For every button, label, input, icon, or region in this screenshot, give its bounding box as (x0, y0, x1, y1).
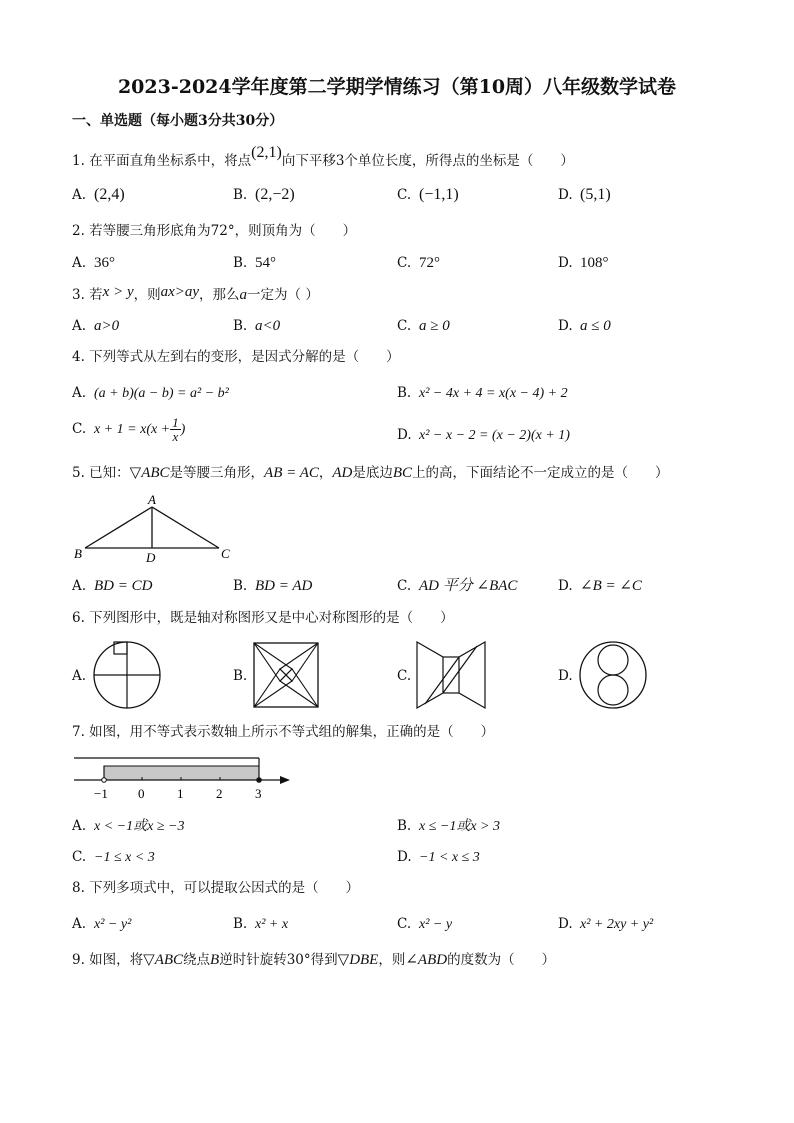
q7-tick-1: 1 (177, 786, 184, 801)
q5-option-d[interactable]: D. ∠B = ∠C (558, 578, 642, 594)
q8-option-d[interactable]: D. x² + 2xy + y² (558, 916, 654, 932)
q6-option-d-figure[interactable] (578, 640, 648, 710)
q5-option-b[interactable]: B. BD = AD (233, 578, 313, 594)
q5-label-c: C (221, 546, 230, 561)
q1-text-pre: 1. 在平面直角坐标系中，将点 (72, 153, 252, 169)
q5-option-a[interactable]: A. BD = CD (72, 578, 153, 594)
q7-number-line (72, 752, 297, 804)
q6-option-d-label[interactable]: D. (558, 668, 573, 684)
q7-tick-2: 2 (216, 786, 223, 801)
question-3: 3. 若x > y，则ax>ay，那么a一定为（ ） (72, 284, 319, 303)
q7-option-b[interactable]: B. x ≤ −1或x > 3 (397, 818, 501, 834)
q3-option-b[interactable]: B. a<0 (233, 318, 281, 334)
q3-option-c[interactable]: C. a ≥ 0 (397, 318, 450, 334)
q6-option-a-label[interactable]: A. (72, 668, 87, 684)
q6-option-b-figure[interactable] (252, 641, 320, 709)
question-2: 2. 若等腰三角形底角为72°，则顶角为（ ） (72, 223, 357, 239)
q1-text-post: 向下平移3个单位长度，所得点的坐标是（ ） (281, 153, 574, 169)
q4-option-c[interactable]: C. x + 1 = x(x + $\frac{1}{x}$ ) (72, 415, 186, 444)
q4-option-a[interactable]: A. (a + b)(a − b) = a² − b² (72, 385, 229, 401)
q8-option-a[interactable]: A. x² − y² (72, 916, 132, 932)
q8-option-b[interactable]: B. x² + x (233, 916, 289, 932)
q4-option-b[interactable]: B. x² − 4x + 4 = x(x − 4) + 2 (397, 385, 568, 401)
q7-option-d[interactable]: D. −1 < x ≤ 3 (397, 849, 480, 865)
q3-option-a[interactable]: A. a>0 (72, 318, 120, 334)
question-8: 8. 下列多项式中，可以提取公因式的是（ ） (72, 880, 360, 896)
q1-option-d[interactable]: D. (5,1) (558, 186, 611, 203)
question-4: 4. 下列等式从左到右的变形，是因式分解的是（ ） (72, 349, 400, 365)
q3-option-d[interactable]: D. a ≤ 0 (558, 318, 611, 334)
q2-option-d[interactable]: D. 108° (558, 255, 609, 271)
q4-option-d[interactable]: D. x² − x − 2 = (x − 2)(x + 1) (397, 427, 570, 443)
q6-option-c-figure[interactable] (415, 640, 487, 710)
q1-point: (2,1) (251, 144, 282, 161)
question-1 (72, 144, 574, 170)
q5-option-c[interactable]: C. AD 平分 ∠BAC (397, 578, 518, 594)
q2-option-c[interactable]: C. 72° (397, 255, 440, 271)
q2-option-b[interactable]: B. 54° (233, 255, 276, 271)
q5-label-d: D (146, 550, 156, 565)
q2-option-a[interactable]: A. 36° (72, 255, 115, 271)
q8-option-c[interactable]: C. x² − y (397, 916, 453, 932)
q5-triangle-figure (72, 492, 242, 564)
q7-option-a[interactable]: A. x < −1或x ≥ −3 (72, 818, 185, 834)
q1-option-c[interactable]: C. (−1,1) (397, 186, 459, 203)
q7-option-c[interactable]: C. −1 ≤ x < 3 (72, 849, 155, 865)
q7-tick-3: 3 (255, 786, 262, 801)
q5-label-a: A (148, 492, 156, 507)
q1-option-b[interactable]: B. (2,−2) (233, 186, 295, 203)
question-9: 9. 如图，将▽ABC绕点B逆时针旋转30°得到▽DBE，则∠ABD的度数为（ ） (72, 952, 556, 968)
page-title: 2023-2024学年度第二学期学情练习（第10周）八年级数学试卷 (117, 76, 677, 98)
question-6: 6. 下列图形中，既是轴对称图形又是中心对称图形的是（ ） (72, 610, 454, 626)
question-7: 7. 如图，用不等式表示数轴上所示不等式组的解集，正确的是（ ） (72, 724, 495, 740)
question-5: 5. 已知：▽ABC是等腰三角形，AB = AC，AD是底边BC上的高，下面结论不一定成立的是（ ） (72, 465, 669, 481)
q5-label-b: B (74, 546, 82, 561)
q6-option-a-figure[interactable] (92, 640, 162, 710)
q7-tick-0: 0 (138, 786, 145, 801)
q7-tick-neg1: −1 (94, 786, 108, 801)
q6-option-b-label[interactable]: B. (233, 668, 248, 684)
q1-option-a[interactable]: A. (2,4) (72, 186, 125, 203)
q6-option-c-label[interactable]: C. (397, 668, 412, 684)
section-heading: 一、单选题（每小题3分共30分） (72, 113, 284, 129)
